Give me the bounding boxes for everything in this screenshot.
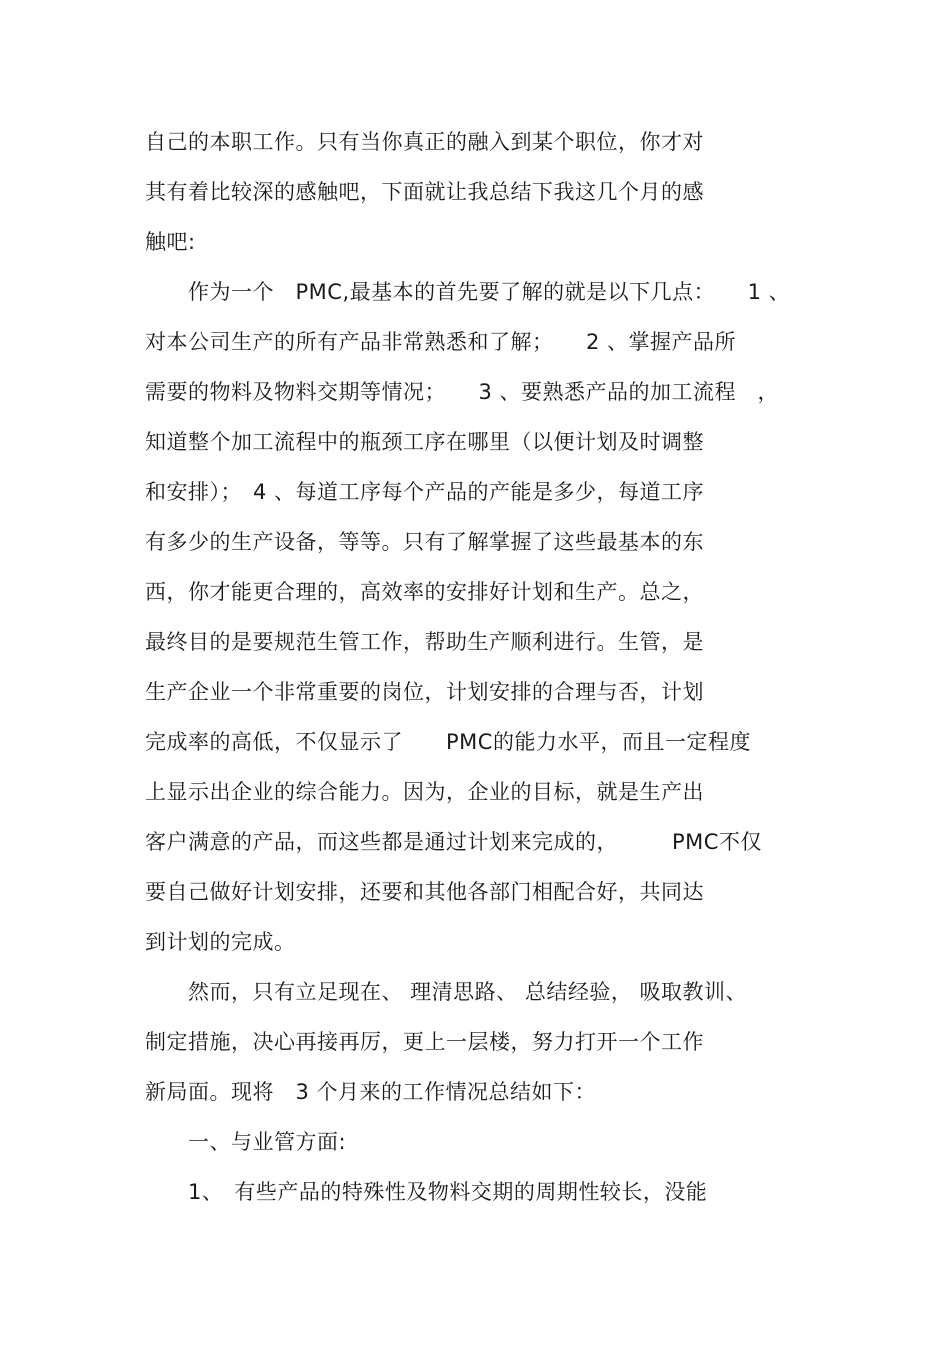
text-line: 到计划的完成。 <box>145 930 296 954</box>
text-line: 自己的本职工作。只有当你真正的融入到某个职位，你才对 <box>145 130 704 154</box>
text-line: 1、 有些产品的特殊性及物料交期的周期性较长，没能 <box>145 1180 708 1204</box>
text-line: 知道整个加工流程中的瓶颈工序在哪里（以便计划及时调整 <box>145 430 704 454</box>
text-line: 作为一个 PMC,最基本的首先要了解的就是以下几点： 1 、 <box>145 280 791 304</box>
text-line: 其有着比较深的感触吧，下面就让我总结下我这几个月的感 <box>145 180 704 204</box>
text-line: 生产企业一个非常重要的岗位，计划安排的合理与否，计划 <box>145 680 704 704</box>
text-line: 制定措施，决心再接再厉，更上一层楼，努力打开一个工作 <box>145 1030 704 1054</box>
text-line: 上显示出企业的综合能力。因为，企业的目标，就是生产出 <box>145 780 704 804</box>
text-line: 完成率的高低，不仅显示了 PMC的能力水平，而且一定程度 <box>145 730 751 754</box>
section-heading: 一、与业管方面: <box>145 1130 347 1154</box>
text-line: 和安排）； 4 、每道工序每个产品的产能是多少，每道工序 <box>145 480 705 504</box>
text-line: 新局面。现将 3 个月来的工作情况总结如下： <box>145 1080 597 1104</box>
text-line: 需要的物料及物料交期等情况； 3 、要熟悉产品的加工流程 ， <box>145 380 780 404</box>
text-line: 对本公司生产的所有产品非常熟悉和了解； 2 、掌握产品所 <box>145 330 737 354</box>
text-line: 有多少的生产设备，等等。只有了解掌握了这些最基本的东 <box>145 530 704 554</box>
text-line: 然而，只有立足现在、 理清思路、 总结经验， 吸取教训、 <box>145 980 748 1004</box>
text-line: 触吧: <box>145 230 196 254</box>
text-line: 要自己做好计划安排，还要和其他各部门相配合好，共同达 <box>145 880 704 904</box>
text-line: 客户满意的产品，而这些都是通过计划来完成的， PMC不仅 <box>145 830 762 854</box>
text-line: 最终目的是要规范生管工作，帮助生产顺利进行。生管，是 <box>145 630 704 654</box>
text-line: 西，你才能更合理的，高效率的安排好计划和生产。总之， <box>145 580 704 604</box>
